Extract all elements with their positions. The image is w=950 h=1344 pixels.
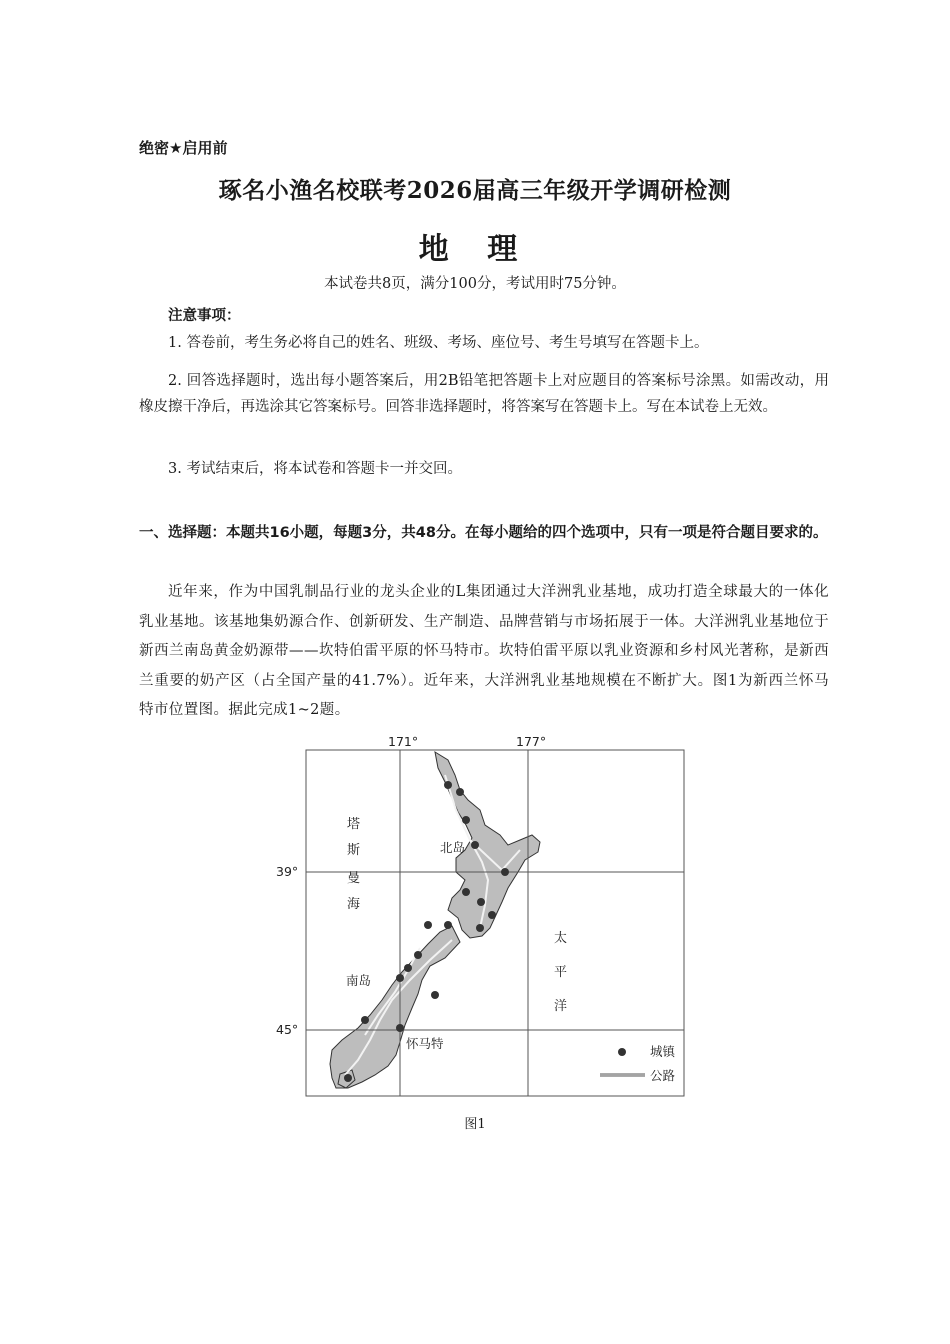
- tasman-sea-char: 海: [347, 897, 361, 912]
- exam-title: 琢名小渔名校联考2026届高三年级开学调研检测: [218, 177, 732, 204]
- town-dot: [488, 911, 496, 919]
- secret-label: 绝密★启用前: [139, 139, 228, 157]
- pacific-ocean-char: 平: [554, 965, 568, 980]
- section-heading: 一、选择题：本题共16小题，每题3分，共48分。在每小题给的四个选项中，只有一项是符合题目要求的。: [139, 525, 828, 541]
- town-dot: [456, 788, 464, 796]
- lat-label-39: 39°: [276, 864, 299, 879]
- town-dot: [462, 816, 470, 824]
- lon-label-171: 171°: [388, 734, 419, 749]
- figure-caption: 图1: [464, 1117, 486, 1132]
- subject-title: 地 理: [418, 232, 532, 267]
- town-dot: [476, 924, 484, 932]
- lon-label-177: 177°: [516, 734, 547, 749]
- tasman-sea-char: 斯: [347, 843, 361, 858]
- town-dot: [414, 951, 422, 959]
- town-dot: [444, 781, 452, 789]
- town-dot: [462, 888, 470, 896]
- notice-item-2: 2. 回答选择题时，选出每小题答案后，用2B铅笔把答题卡上对应题目的答案标号涂黑。如需改动，用橡皮擦干净后，再选涂其它答案标号。回答非选择题时，将答案写在答题卡上。写在本试卷上无效。: [139, 373, 829, 415]
- notice-heading: 注意事项：: [168, 308, 241, 324]
- waimate-label: 怀马特: [406, 1036, 444, 1051]
- town-dot: [396, 1024, 404, 1032]
- legend-town-symbol: [618, 1048, 626, 1056]
- legend-road-label: 公路: [650, 1068, 676, 1083]
- south-island-label: 南岛: [346, 973, 372, 988]
- exam-info: 本试卷共8页，满分100分，考试用时75分钟。: [324, 276, 626, 292]
- question-passage: 近年来，作为中国乳制品行业的龙头企业的L集团通过大洋洲乳业基地，成功打造全球最大的一体化乳业基地。该基地集奶源合作、创新研发、生产制造、品牌营销与市场拓展于一体。大洋洲乳业基地位于新西兰南岛黄金奶源带——坎特伯雷平原的怀马特市。坎特伯雷平原以乳业资源和乡村风光著称，是新西兰重要的奶产区（占全国产量的41.7%）。近年来，大洋洲乳业基地规模在不断扩大。图1为新西兰怀马特市位置图。据此完成1~2题。: [139, 584, 829, 718]
- notice-item-3: 3. 考试结束后，将本试卷和答题卡一并交回。: [168, 461, 462, 477]
- town-dot: [344, 1074, 352, 1082]
- town-dot: [431, 991, 439, 999]
- town-dot: [471, 841, 479, 849]
- town-dot: [361, 1016, 369, 1024]
- tasman-sea-char: 塔: [347, 817, 361, 832]
- map-legend: [600, 1044, 677, 1083]
- town-dot: [444, 921, 452, 929]
- town-dot: [501, 868, 509, 876]
- lat-label-45: 45°: [276, 1022, 299, 1037]
- pacific-ocean-char: 洋: [554, 999, 568, 1014]
- notice-item-1: 1. 答卷前，考生务必将自己的姓名、班级、考场、座位号、考生号填写在答题卡上。: [168, 335, 709, 351]
- town-dot: [396, 974, 404, 982]
- legend-town-label: 城镇: [650, 1044, 676, 1059]
- pacific-ocean-char: 太: [554, 931, 568, 946]
- town-dot: [477, 898, 485, 906]
- town-dot: [404, 964, 412, 972]
- figure-1-map: [270, 730, 720, 1110]
- town-dot: [424, 921, 432, 929]
- tasman-sea-char: 曼: [347, 871, 361, 886]
- north-island-label: 北岛: [440, 840, 466, 855]
